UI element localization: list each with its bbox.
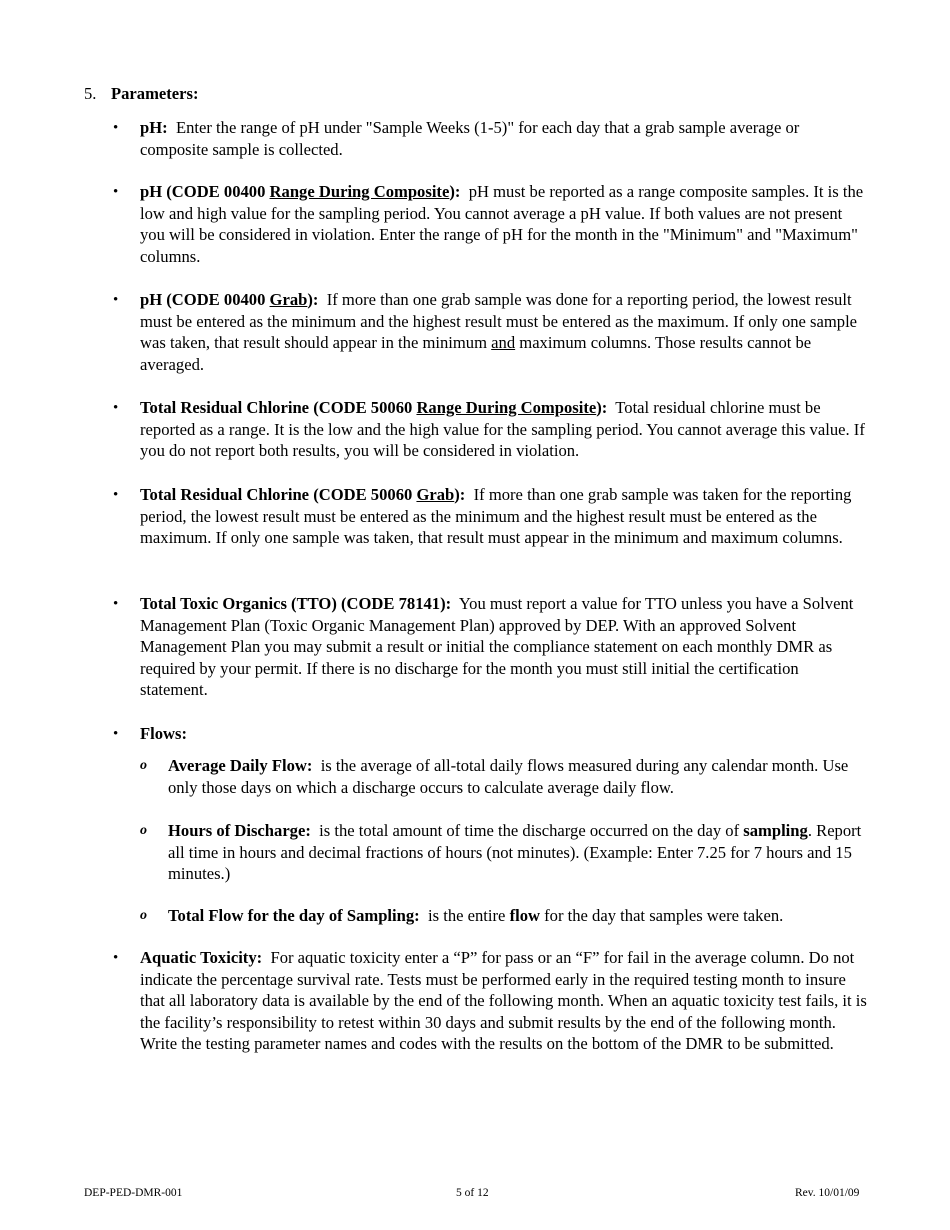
bullet-icon: • (113, 400, 119, 416)
sub-item-label: Hours of Discharge: (168, 821, 311, 840)
sub-item-hours-of-discharge (168, 820, 868, 885)
item-text: pH must be reported as a range composite samples. It is the low and high value for the sampling period. You cannot average a pH value. If both values are not present you will be considered in violation. Enter the range of pH for the month in the "Minimum" and "Maximum" columns. (140, 182, 864, 266)
sub-item-total-flow (168, 905, 868, 927)
sub-item-text: is the average of all-total daily flows measured during any calendar month. Use only those days on which a discharge occurs to calculate average daily flow. (168, 756, 849, 797)
item-text: If more than one grab sample was done for a reporting period, the lowest result must be entered as the minimum and the highest result must be entered as the maximum. If only one sample was taken, that result should appear in the minimum and maximum columns. Those results cannot be averaged. (140, 290, 858, 374)
list-item-ph-grab (140, 289, 870, 375)
item-label: Total Residual Chlorine (CODE 50060 Grab): (140, 485, 466, 504)
item-text: If more than one grab sample was taken for the reporting period, the lowest result must be entered as the minimum and the highest result must be entered as the maximum. If only one sample was taken, that result must appear in the minimum and maximum columns. (140, 485, 852, 547)
item-label: Total Residual Chlorine (CODE 50060 Range During Composite): (140, 398, 608, 417)
item-text: Total residual chlorine must be reported as a range. It is the low and the high value for the sampling period. You cannot average this value. If you do not report both results, you will be considered in violation. (140, 398, 865, 460)
bullet-icon: • (113, 292, 119, 308)
bullet-icon: • (113, 596, 119, 612)
list-item-ph (140, 117, 870, 160)
circle-bullet-icon: o (140, 908, 147, 923)
list-item-flows (140, 723, 870, 745)
item-text: You must report a value for TTO unless you have a Solvent Management Plan (Toxic Organic Management Plan) approved by DEP. With an approved Solvent Management Plan you may submit a result or initial the compliance statement on each monthly DMR as required by your permit. If there is no discharge for the month you must still initial the certification statement. (140, 594, 854, 699)
item-label: pH: (140, 118, 168, 137)
item-text: For aquatic toxicity enter a “P” for pass or an “F” for fail in the average column. Do not indicate the percentage survival rate. Tests must be performed early in the required testing month to insure that all laboratory data is available by the end of the following month. When an aquatic toxicity test fails, it is the facility’s responsibility to retest within 30 days and submit results by the end of the following month. Write the testing parameter names and codes with the results on the bottom of the DMR to be submitted. (140, 948, 867, 1053)
circle-bullet-icon: o (140, 823, 147, 838)
sub-item-average-daily-flow (168, 755, 868, 798)
sub-item-label: Total Flow for the day of Sampling: (168, 906, 420, 925)
item-label: Total Toxic Organics (TTO) (CODE 78141): (140, 594, 452, 613)
item-label: pH (CODE 00400 Range During Composite): (140, 182, 461, 201)
bullet-icon: • (113, 184, 119, 200)
sub-item-text: is the entire flow for the day that samples were taken. (428, 906, 784, 925)
list-item-trc-range (140, 397, 870, 462)
item-label: Flows: (140, 724, 188, 743)
list-item-tto (140, 593, 870, 701)
circle-bullet-icon: o (140, 758, 147, 773)
bullet-icon: • (113, 950, 119, 966)
bullet-icon: • (113, 120, 119, 136)
item-label: pH (CODE 00400 Grab): (140, 290, 319, 309)
bullet-icon: • (113, 487, 119, 503)
section-number: 5. (84, 84, 97, 103)
footer-revision: Rev. 10/01/09 (795, 1187, 860, 1199)
sub-item-text: is the total amount of time the discharge occurred on the day of sampling. Report all time in hours and decimal fractions of hours (not minutes). (Example: Enter 7.25 for 7 hours and 15 minutes.) (168, 821, 862, 883)
item-label: Aquatic Toxicity: (140, 948, 263, 967)
list-item-ph-range (140, 181, 870, 267)
bullet-icon: • (113, 726, 119, 742)
item-text: Enter the range of pH under "Sample Weeks (1-5)" for each day that a grab sample average or composite sample is collected. (140, 118, 800, 159)
list-item-trc-grab (140, 484, 870, 549)
list-item-aquatic-toxicity (140, 947, 870, 1055)
section-heading (84, 83, 199, 105)
sub-item-label: Average Daily Flow: (168, 756, 313, 775)
footer-doc-id: DEP-PED-DMR-001 (84, 1187, 183, 1199)
section-title: Parameters: (111, 84, 199, 103)
footer-page-number: 5 of 12 (456, 1187, 489, 1199)
